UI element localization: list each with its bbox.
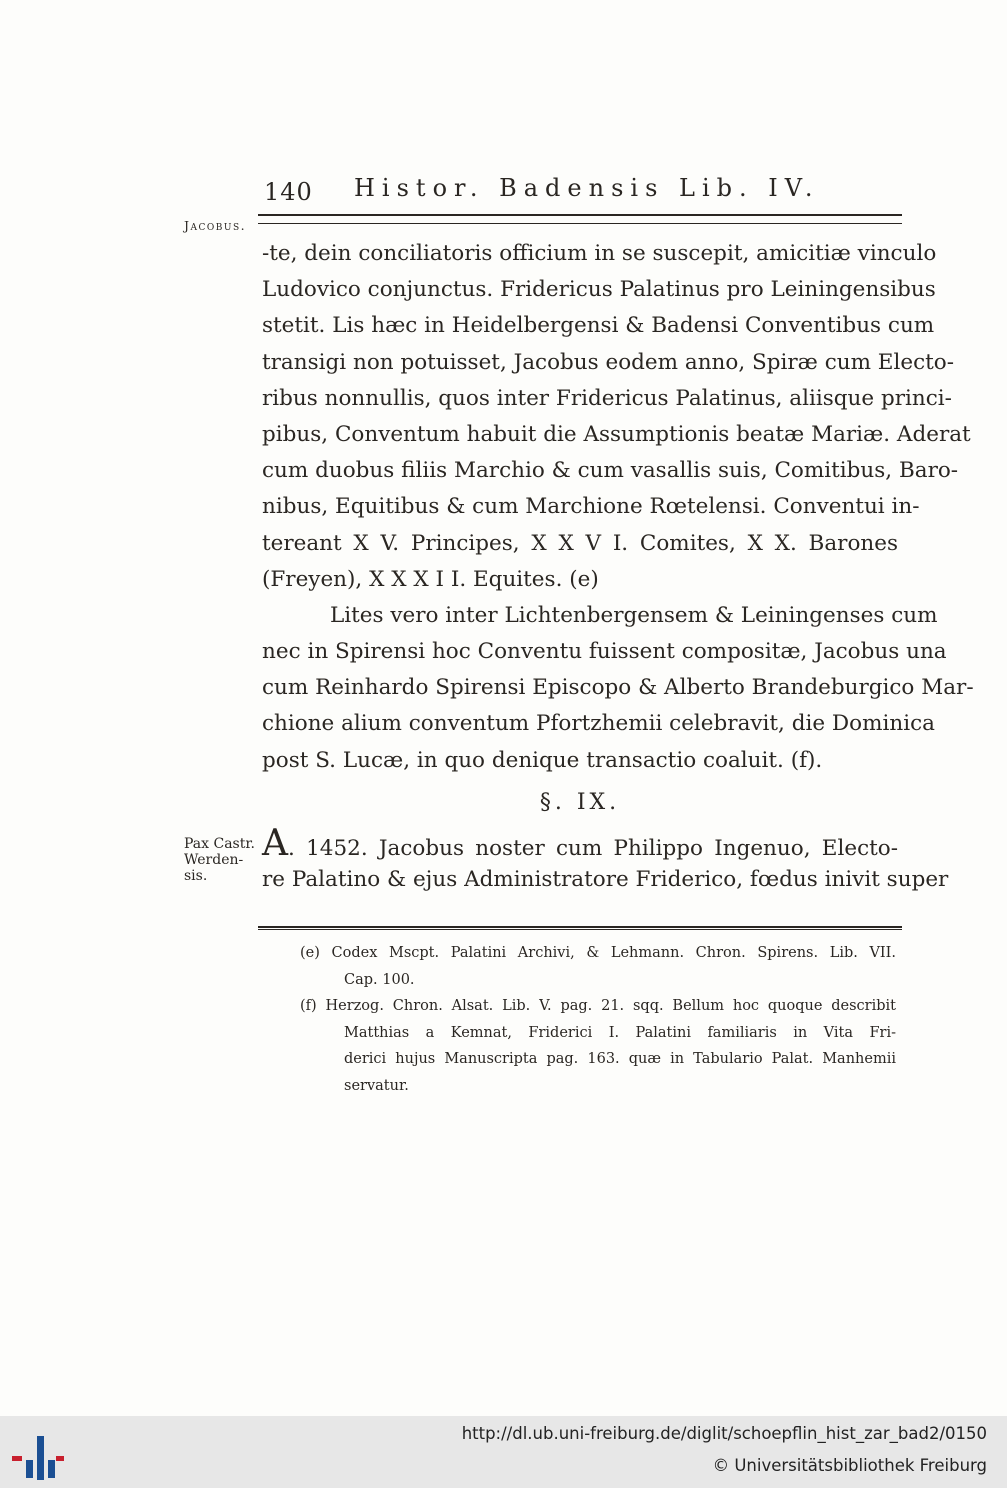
section-text (262, 823, 949, 898)
page-number: 140 (264, 178, 313, 206)
body-line: cum Reinhardo Spirensi Episcopo & Alberto Brandeburgico Mar- (262, 675, 974, 701)
body-line: chione alium conventum Pfortzhemii celebravit, die Dominica (262, 711, 935, 737)
footnote-rule (258, 926, 902, 930)
body-line: tereant X V. Principes, X X V I. Comites, X X. Barones (262, 530, 898, 556)
copyright-text: © Universitätsbibliothek Freiburg (712, 1456, 987, 1475)
running-title: Histor. Badensis Lib. IV. (354, 174, 820, 202)
body-line: -te, dein conciliatoris officium in se suscepit, amicitiæ vinculo (262, 241, 937, 266)
section-line (262, 823, 898, 864)
margin-heading: Jacobus. (184, 218, 247, 233)
section-line-text: . 1452. Jacobus noster cum Philippo Ingenuo, Electo- (288, 836, 898, 861)
footnotes (300, 940, 896, 1099)
body-line: pibus, Conventum habuit die Assumptionis beatæ Mariæ. Aderat (262, 421, 971, 447)
body-line: nec in Spirensi hoc Conventu fuissent compositæ, Jacobus una (262, 639, 947, 665)
header-rule (258, 214, 902, 224)
footnote-e-cont: Cap. 100. (344, 971, 415, 988)
margin-note (184, 836, 255, 884)
body-line: ribus nonnullis, quos inter Fridericus Palatinus, aliisque princi- (262, 385, 952, 411)
body-line: cum duobus filiis Marchio & cum vasallis suis, Comitibus, Baro- (262, 458, 959, 484)
drop-capital: A (262, 823, 288, 864)
body-line: (Freyen), X X X I I. Equites. (e) (262, 566, 599, 592)
footnote-f-cont: servatur. (344, 1077, 409, 1094)
body-line: post S. Lucæ, in quo denique transactio coaluit. (f). (262, 747, 823, 773)
section-line: re Palatino & ejus Administratore Friderico, fœdus inivit super (262, 867, 949, 892)
margin-note-line: Pax Castr. (184, 836, 255, 852)
footnote-f: (f) Herzog. Chron. Alsat. Lib. V. pag. 21. sqq. Bellum hoc quoque describit (300, 998, 896, 1014)
source-url-link[interactable]: http://dl.ub.uni-freiburg.de/diglit/schoepflin_hist_zar_bad2/0150 (461, 1424, 987, 1443)
footnote-e: (e) Codex Mscpt. Palatini Archivi, & Lehmann. Chron. Spirens. Lib. VII. (300, 945, 896, 961)
body-line: Lites vero inter Lichtenbergensem & Leiningenses cum (330, 602, 938, 628)
footnote-f-cont: Matthias a Kemnat, Friderici I. Palatini familiaris in Vita Fri- (344, 1024, 896, 1041)
margin-note-line: sis. (184, 868, 208, 884)
body-line: stetit. Lis hæc in Heidelbergensi & Badensi Conventibus cum (262, 313, 935, 339)
library-logo-icon (12, 1436, 64, 1480)
section-title: §. IX. (539, 790, 621, 815)
margin-note-line: Werden- (184, 852, 244, 868)
body-text (262, 236, 974, 779)
body-line: Ludovico conjunctus. Fridericus Palatinus pro Leiningensibus (262, 277, 936, 303)
running-header (262, 172, 902, 208)
body-line: nibus, Equitibus & cum Marchione Rœtelensi. Conventui in- (262, 494, 920, 520)
footer-bar (0, 1416, 1007, 1488)
footnote-f-cont: derici hujus Manuscripta pag. 163. quæ in Tabulario Palat. Manhemii (344, 1051, 896, 1067)
body-line: transigi non potuisset, Jacobus eodem anno, Spiræ cum Electo- (262, 349, 954, 375)
